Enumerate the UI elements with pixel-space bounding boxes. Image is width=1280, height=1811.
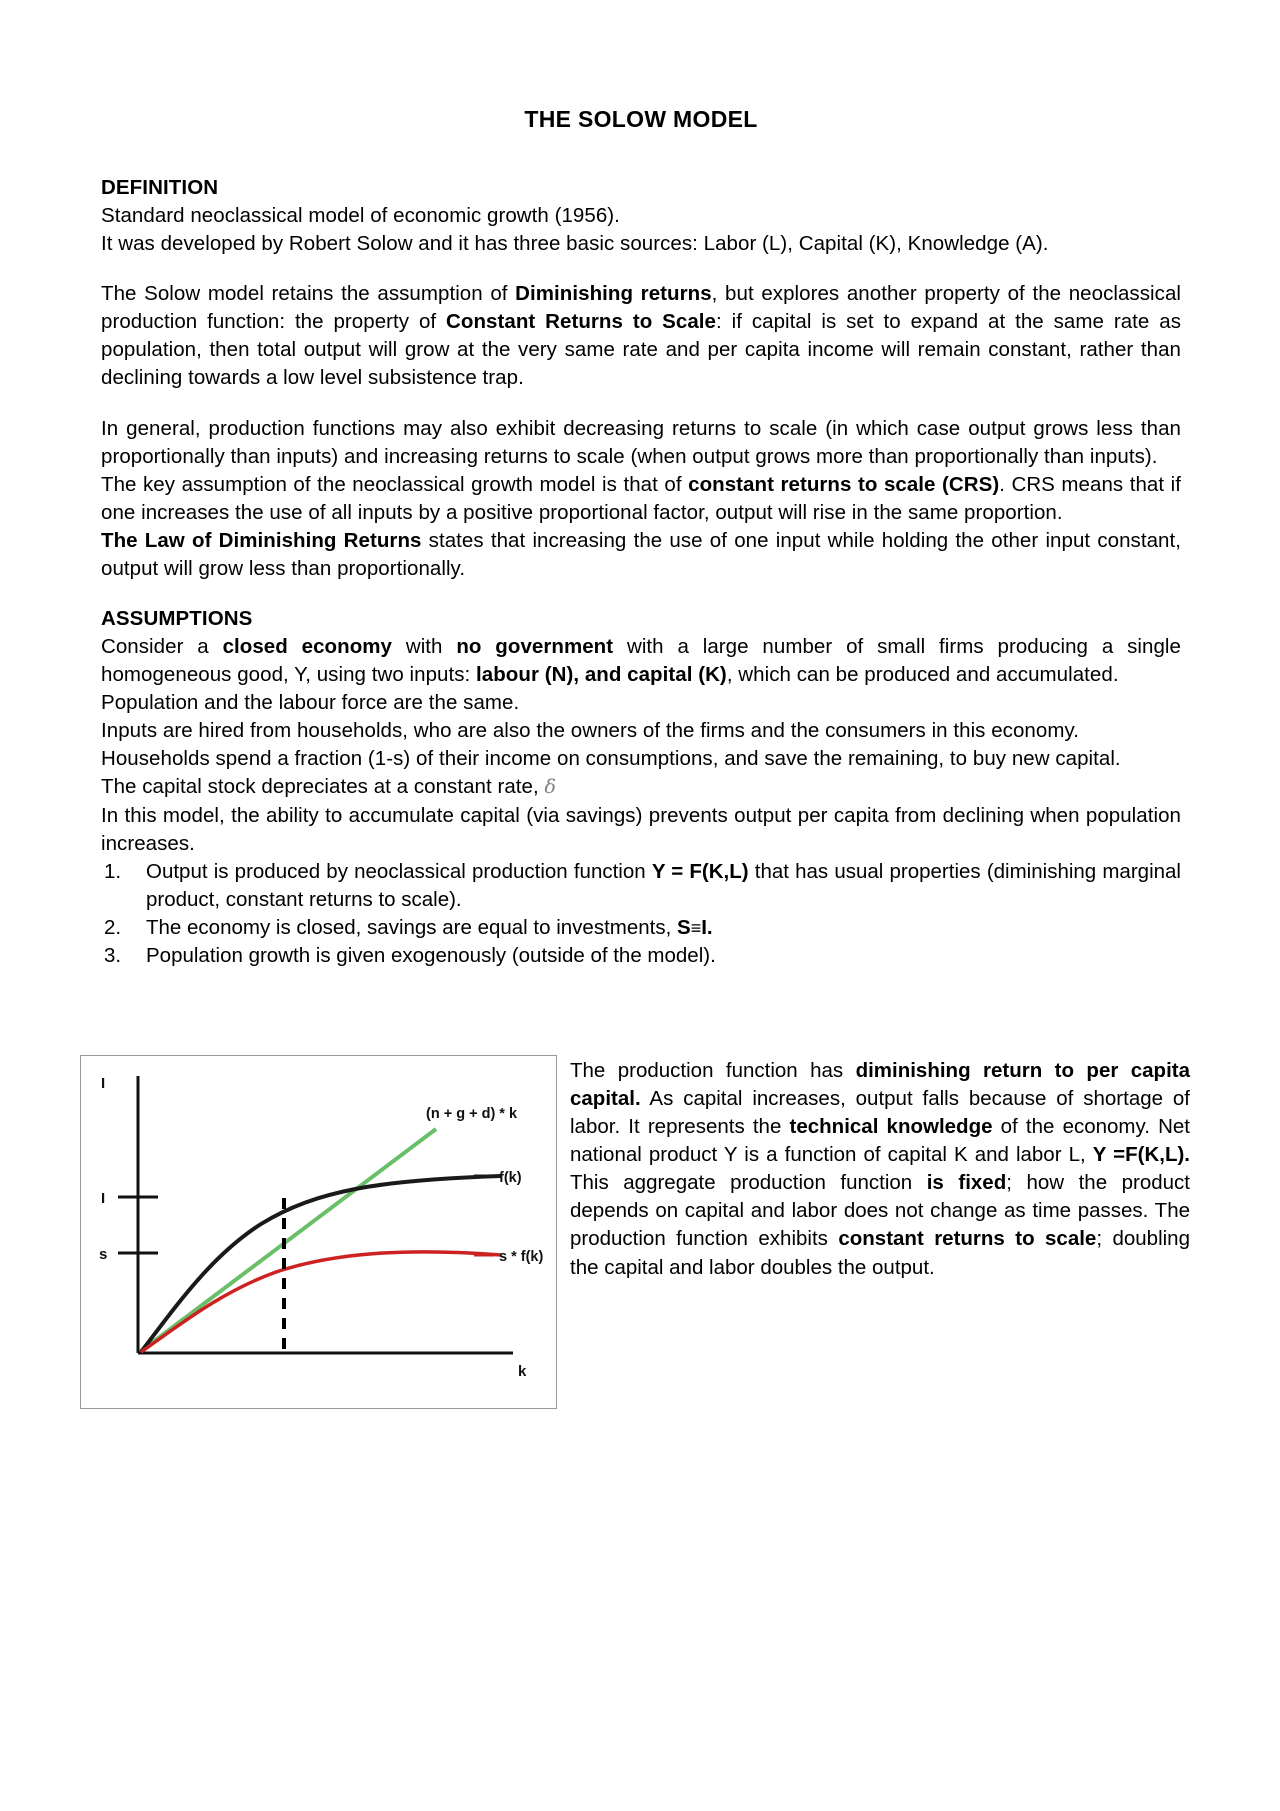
text-fragment: ; doubling the capital and labor doubles the output. [570,1227,1190,1279]
spacer [101,133,1181,162]
text-fragment: The capital stock depreciates at a constant rate, [101,775,545,799]
assumptions-paragraph-5 [101,773,1181,801]
assumptions-numbered-list [101,858,1181,970]
text-fragment: with a large number of small firms producing a single homogeneous good, Y, using two inputs: [101,635,1181,687]
text-fragment: Output is produced by neoclassical production function [146,859,652,883]
definition-line-2 [101,230,1181,258]
break-even-investment-line [141,1129,436,1351]
spacer [101,162,1181,174]
spacer [101,258,1181,280]
paragraph-in-general: In general, production functions may also exhibit decreasing returns to scale (in which case output grows less than proportionally than inputs) and increasing returns to scale (when output grows more than proportionally than inputs). [101,416,1181,468]
bold-labour-capital: labour (N), and capital (K) [476,663,727,687]
page-title: THE SOLOW MODEL [524,106,758,132]
definition-line-2-text: It was developed by Robert Solow and it has three basic sources: Labor (L), Capital (K), Knowledge (A). [101,232,1049,256]
bold-constant-returns-to-scale-2: constant returns to scale [838,1227,1097,1251]
paragraph-solow-retains [101,280,1181,392]
bold-technical-knowledge: technical knowledge [789,1115,993,1139]
series-label-s-f-k: s * f(k) [499,1249,544,1265]
text-fragment: , which can be produced and accumulated. [726,663,1119,687]
bold-is-fixed: is fixed [926,1171,1007,1195]
list-item [101,942,1181,970]
text-fragment: The production function exhibits [570,1199,1190,1251]
y-axis-label-low: s [99,1246,108,1263]
list-item [101,858,1181,914]
text-fragment: , but explores another property of the neoclassical production function: the property of [101,282,1181,334]
x-axis-label: k [518,1363,527,1380]
section-heading-assumptions: ASSUMPTIONS [101,607,253,631]
text-fragment: As capital increases, output falls because of shortage of labor. It represents the [570,1087,1190,1139]
figure-and-notes-block [80,1055,1190,1409]
list-item-number: 1. [104,859,122,883]
definition-line-1: Standard neoclassical model of economic growth (1956). [101,204,620,228]
paragraph-key-assumption [101,471,1181,527]
text-fragment: of the economy. [992,1115,1150,1139]
text-fragment: that has usual properties (diminishing marginal product, constant returns to scale). [146,859,1181,911]
solow-diagram [80,1055,557,1409]
identity-symbol: ≡ [690,917,702,938]
text-fragment: states that increasing the use of one input while holding the other input constant, output will grow less than proportionally. [101,528,1181,580]
bold-investments: I. [701,915,713,939]
bold-closed-economy: closed economy [222,635,392,659]
section-heading-definition: DEFINITION [101,176,219,199]
text-fragment: : if capital is set to expand at the same rate as population, then total output will grow at the very same rate and per capita income will remain constant, rather than declining towards a low level subsistence trap. [101,310,1181,390]
assumptions-paragraph-2: Population and the labour force are the same. [101,691,520,715]
text-fragment: Net national product Y is a function of capital K and labor L, [570,1115,1190,1167]
paragraph-law-diminishing-returns [101,527,1181,583]
text-fragment: with [392,635,457,659]
bold-y-equals-f-k-l: Y =F(K,L). [1092,1143,1190,1167]
bold-constant-returns-to-scale: Constant Returns to Scale [446,310,716,334]
text-fragment: ; how the product depends on capital and labor does not change as time passes. [570,1171,1191,1223]
text-fragment: The key assumption of the neoclassical growth model is that of [101,472,689,496]
bold-diminishing-returns: Diminishing returns [515,282,712,306]
list-item-number: 2. [104,915,122,939]
delta-symbol: δ [544,776,556,799]
production-function-curve [141,1176,501,1352]
text-fragment: . CRS means that if one increases the use of all inputs by a positive proportional factor, output will rise in the same proportion. [101,472,1181,524]
text-fragment: Population growth is given exogenously (outside of the model). [146,943,716,967]
spacer [101,393,1181,415]
assumptions-paragraph-6: In this model, the ability to accumulate capital (via savings) prevents output per capita from declining when population increases. [101,803,1181,855]
assumptions-paragraph-3: Inputs are hired from households, who are also the owners of the firms and the consumers in this economy. [101,719,1079,743]
figure-notes-paragraph [570,1057,1190,1282]
solow-chart-svg [81,1056,556,1408]
y-axis-label-mid: I [101,1190,106,1207]
document-content [101,0,1181,970]
text-fragment: The Solow model retains the assumption of [101,282,516,306]
assumptions-paragraph-1 [101,633,1181,689]
list-item-number: 3. [104,943,122,967]
bold-no-government: no government [456,635,614,659]
bold-savings: S [677,915,691,939]
list-item [101,914,1181,942]
assumptions-paragraph-4: Households spend a fraction (1-s) of their income on consumptions, and save the remaining, to buy new capital. [101,747,1121,771]
series-label-f-k: f(k) [499,1170,522,1186]
y-axis-label-top: I [101,1075,106,1092]
series-label-break-even: (n + g + d) * k [426,1106,518,1122]
spacer [101,583,1181,605]
saving-investment-curve [141,1252,501,1352]
text-fragment: The production function has [570,1059,856,1082]
text-fragment: This aggregate production function [570,1171,927,1195]
bold-diminishing-return-per-capita: diminishing return to per capita capital. [570,1059,1190,1111]
bold-law-of-diminishing-returns: The Law of Diminishing Returns [101,528,422,552]
bold-crs: constant returns to scale (CRS) [688,472,1000,496]
figure-notes-text [557,1055,1190,1282]
bold-production-function: Y = F(K,L) [651,859,749,883]
text-fragment: The economy is closed, savings are equal to investments, [146,915,677,939]
text-fragment: Consider a [101,635,223,659]
